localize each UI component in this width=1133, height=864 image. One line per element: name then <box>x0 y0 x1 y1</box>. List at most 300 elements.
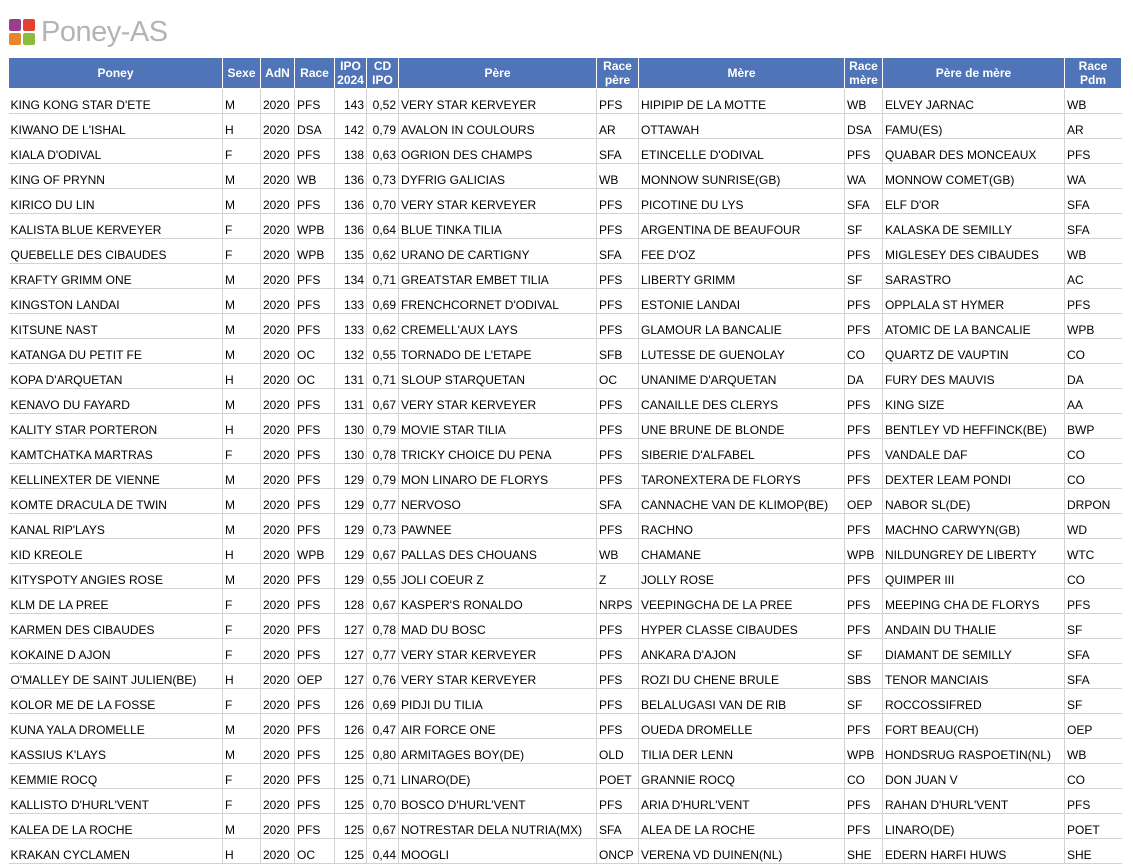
cell-cd: 0,70 <box>367 789 399 814</box>
cell-poney: KIALA D'ODIVAL <box>9 139 223 164</box>
cell-race-pere: OC <box>597 364 639 389</box>
cell-poney: KOKAINE D AJON <box>9 639 223 664</box>
cell-pere: GREATSTAR EMBET TILIA <box>399 264 597 289</box>
col-header-poney[interactable]: Poney <box>9 58 223 89</box>
cell-race-pere: SFA <box>597 239 639 264</box>
cell-adn: 2020 <box>261 139 295 164</box>
cell-pere-de-mere: VANDALE DAF <box>883 439 1065 464</box>
cell-mere: VERENA VD DUINEN(NL) <box>639 839 845 864</box>
cell-race-mere: PFS <box>845 464 883 489</box>
cell-cd: 0,67 <box>367 814 399 839</box>
cell-adn: 2020 <box>261 539 295 564</box>
table-row[interactable] <box>9 614 1122 639</box>
cell-poney: QUEBELLE DES CIBAUDES <box>9 239 223 264</box>
cell-pere-de-mere: DEXTER LEAM PONDI <box>883 464 1065 489</box>
cell-mere: ESTONIE LANDAI <box>639 289 845 314</box>
cell-race-pere: PFS <box>597 789 639 814</box>
cell-race-pere: WB <box>597 539 639 564</box>
cell-mere: OUEDA DROMELLE <box>639 714 845 739</box>
cell-ipo: 134 <box>335 264 367 289</box>
cell-pere: NERVOSO <box>399 489 597 514</box>
cell-pere: MOOGLI <box>399 839 597 864</box>
cell-pere: PALLAS DES CHOUANS <box>399 539 597 564</box>
cell-race-pdm: CO <box>1065 339 1122 364</box>
cell-mere: RACHNO <box>639 514 845 539</box>
cell-pere-de-mere: QUARTZ DE VAUPTIN <box>883 339 1065 364</box>
cell-pere: VERY STAR KERVEYER <box>399 664 597 689</box>
cell-race-pdm: SFA <box>1065 639 1122 664</box>
cell-cd: 0,79 <box>367 464 399 489</box>
cell-race: PFS <box>295 514 335 539</box>
cell-adn: 2020 <box>261 364 295 389</box>
cell-pere-de-mere: NABOR SL(DE) <box>883 489 1065 514</box>
cell-pere: MOVIE STAR TILIA <box>399 414 597 439</box>
table-row[interactable] <box>9 539 1122 564</box>
table-row[interactable] <box>9 89 1122 114</box>
cell-adn: 2020 <box>261 414 295 439</box>
cell-mere: GRANNIE ROCQ <box>639 764 845 789</box>
cell-race-pdm: PFS <box>1065 289 1122 314</box>
cell-sexe: M <box>223 339 261 364</box>
cell-race: PFS <box>295 639 335 664</box>
col-header-race[interactable]: Race <box>295 58 335 89</box>
cell-mere: FEE D'OZ <box>639 239 845 264</box>
cell-adn: 2020 <box>261 839 295 864</box>
table-row[interactable] <box>9 264 1122 289</box>
cell-ipo: 131 <box>335 364 367 389</box>
cell-pere: AVALON IN COULOURS <box>399 114 597 139</box>
cell-sexe: H <box>223 664 261 689</box>
table-row[interactable] <box>9 439 1122 464</box>
cell-race-pere: PFS <box>597 439 639 464</box>
cell-sexe: H <box>223 114 261 139</box>
cell-race-pere: PFS <box>597 664 639 689</box>
cell-cd: 0,63 <box>367 139 399 164</box>
cell-sexe: M <box>223 464 261 489</box>
table-row[interactable] <box>9 789 1122 814</box>
table-row[interactable] <box>9 214 1122 239</box>
table-row[interactable] <box>9 389 1122 414</box>
cell-sexe: F <box>223 614 261 639</box>
col-header-pere-de-mere[interactable]: Père de mère <box>883 58 1065 89</box>
col-header-race-mere[interactable]: Race mère <box>845 58 883 89</box>
cell-race: WB <box>295 164 335 189</box>
cell-pere: MON LINARO DE FLORYS <box>399 464 597 489</box>
cell-race: PFS <box>295 314 335 339</box>
cell-ipo: 125 <box>335 839 367 864</box>
cell-cd: 0,67 <box>367 389 399 414</box>
cell-pere-de-mere: LINARO(DE) <box>883 814 1065 839</box>
cell-adn: 2020 <box>261 214 295 239</box>
cell-adn: 2020 <box>261 164 295 189</box>
cell-race-pere: PFS <box>597 464 639 489</box>
cell-cd: 0,73 <box>367 514 399 539</box>
cell-mere: GLAMOUR LA BANCALIE <box>639 314 845 339</box>
cell-poney: KAMTCHATKA MARTRAS <box>9 439 223 464</box>
table-row[interactable] <box>9 414 1122 439</box>
cell-poney: KOLOR ME DE LA FOSSE <box>9 689 223 714</box>
cell-ipo: 136 <box>335 214 367 239</box>
cell-race-mere: PFS <box>845 814 883 839</box>
cell-cd: 0,80 <box>367 739 399 764</box>
table-row[interactable] <box>9 464 1122 489</box>
cell-sexe: M <box>223 489 261 514</box>
cell-cd: 0,55 <box>367 564 399 589</box>
brand-header <box>9 14 168 50</box>
cell-adn: 2020 <box>261 564 295 589</box>
cell-race-pdm: POET <box>1065 814 1122 839</box>
cell-sexe: F <box>223 239 261 264</box>
cell-race-mere: PFS <box>845 439 883 464</box>
cell-race: PFS <box>295 589 335 614</box>
col-header-pere[interactable]: Père <box>399 58 597 89</box>
table-row[interactable] <box>9 639 1122 664</box>
cell-sexe: F <box>223 439 261 464</box>
col-header-adn[interactable]: AdN <box>261 58 295 89</box>
cell-race-pere: PFS <box>597 689 639 714</box>
cell-race-pdm: SF <box>1065 614 1122 639</box>
cell-race-pere: POET <box>597 764 639 789</box>
cell-race-pdm: CO <box>1065 564 1122 589</box>
cell-cd: 0,69 <box>367 289 399 314</box>
cell-mere: ALEA DE LA ROCHE <box>639 814 845 839</box>
cell-sexe: M <box>223 739 261 764</box>
cell-ipo: 143 <box>335 89 367 114</box>
cell-pere: SLOUP STARQUETAN <box>399 364 597 389</box>
cell-race-pdm: WB <box>1065 739 1122 764</box>
cell-race: PFS <box>295 414 335 439</box>
cell-race-mere: PFS <box>845 289 883 314</box>
cell-race-pere: PFS <box>597 89 639 114</box>
table-row[interactable] <box>9 764 1122 789</box>
cell-race-pdm: DRPON <box>1065 489 1122 514</box>
cell-mere: OTTAWAH <box>639 114 845 139</box>
cell-adn: 2020 <box>261 789 295 814</box>
cell-ipo: 125 <box>335 814 367 839</box>
cell-cd: 0,71 <box>367 364 399 389</box>
cell-race-pdm: WTC <box>1065 539 1122 564</box>
cell-race-pdm: DA <box>1065 364 1122 389</box>
cell-race-pdm: WA <box>1065 164 1122 189</box>
cell-race-mere: PFS <box>845 389 883 414</box>
cell-ipo: 135 <box>335 239 367 264</box>
cell-cd: 0,62 <box>367 239 399 264</box>
cell-cd: 0,62 <box>367 314 399 339</box>
cell-mere: LUTESSE DE GUENOLAY <box>639 339 845 364</box>
cell-race-mere: PFS <box>845 239 883 264</box>
cell-race-mere: SBS <box>845 664 883 689</box>
cell-poney: KENAVO DU FAYARD <box>9 389 223 414</box>
cell-poney: KLM DE LA PREE <box>9 589 223 614</box>
cell-cd: 0,70 <box>367 189 399 214</box>
table-row[interactable] <box>9 114 1122 139</box>
cell-pere: KASPER'S RONALDO <box>399 589 597 614</box>
cell-cd: 0,79 <box>367 414 399 439</box>
cell-race-pere: PFS <box>597 514 639 539</box>
cell-poney: KATANGA DU PETIT FE <box>9 339 223 364</box>
table-row[interactable] <box>9 314 1122 339</box>
table-row[interactable] <box>9 339 1122 364</box>
cell-cd: 0,73 <box>367 164 399 189</box>
table-row[interactable] <box>9 839 1122 864</box>
cell-sexe: H <box>223 364 261 389</box>
cell-race-pere: NRPS <box>597 589 639 614</box>
table-row[interactable] <box>9 689 1122 714</box>
cell-mere: UNE BRUNE DE BLONDE <box>639 414 845 439</box>
table-row[interactable] <box>9 514 1122 539</box>
table-row[interactable] <box>9 739 1122 764</box>
cell-ipo: 133 <box>335 314 367 339</box>
cell-mere: TARONEXTERA DE FLORYS <box>639 464 845 489</box>
cell-sexe: M <box>223 164 261 189</box>
cell-poney: KEMMIE ROCQ <box>9 764 223 789</box>
cell-pere-de-mere: TENOR MANCIAIS <box>883 664 1065 689</box>
cell-race-pdm: AR <box>1065 114 1122 139</box>
cell-adn: 2020 <box>261 514 295 539</box>
cell-mere: ROZI DU CHENE BRULE <box>639 664 845 689</box>
cell-adn: 2020 <box>261 689 295 714</box>
cell-pere-de-mere: EDERN HARFI HUWS <box>883 839 1065 864</box>
cell-sexe: F <box>223 214 261 239</box>
cell-race-pere: PFS <box>597 264 639 289</box>
cell-mere: JOLLY ROSE <box>639 564 845 589</box>
cell-pere: PAWNEE <box>399 514 597 539</box>
cell-race: OC <box>295 339 335 364</box>
cell-adn: 2020 <box>261 114 295 139</box>
cell-adn: 2020 <box>261 339 295 364</box>
cell-mere: TILIA DER LENN <box>639 739 845 764</box>
table-row[interactable] <box>9 564 1122 589</box>
cell-race-mere: SFA <box>845 189 883 214</box>
cell-race: PFS <box>295 439 335 464</box>
col-header-race-pere[interactable]: Race père <box>597 58 639 89</box>
cell-poney: KITSUNE NAST <box>9 314 223 339</box>
cell-race-mere: PFS <box>845 414 883 439</box>
cell-poney: KRAFTY GRIMM ONE <box>9 264 223 289</box>
table-row[interactable] <box>9 364 1122 389</box>
cell-race: PFS <box>295 489 335 514</box>
cell-mere: CANNACHE VAN DE KLIMOP(BE) <box>639 489 845 514</box>
cell-race-pere: PFS <box>597 614 639 639</box>
col-header-mere[interactable]: Mère <box>639 58 845 89</box>
cell-race-pere: SFA <box>597 139 639 164</box>
cell-race-mere: SF <box>845 214 883 239</box>
cell-mere: HYPER CLASSE CIBAUDES <box>639 614 845 639</box>
cell-poney: KITYSPOTY ANGIES ROSE <box>9 564 223 589</box>
cell-race-pdm: CO <box>1065 464 1122 489</box>
cell-cd: 0,78 <box>367 439 399 464</box>
cell-poney: KALEA DE LA ROCHE <box>9 814 223 839</box>
cell-race: PFS <box>295 814 335 839</box>
cell-pere: ARMITAGES BOY(DE) <box>399 739 597 764</box>
table-row[interactable] <box>9 814 1122 839</box>
col-header-sexe[interactable]: Sexe <box>223 58 261 89</box>
cell-race-pere: PFS <box>597 389 639 414</box>
cell-pere: TORNADO DE L'ETAPE <box>399 339 597 364</box>
cell-race: OEP <box>295 664 335 689</box>
cell-race-pere: AR <box>597 114 639 139</box>
cell-adn: 2020 <box>261 264 295 289</box>
cell-race-pdm: CO <box>1065 764 1122 789</box>
cell-sexe: M <box>223 564 261 589</box>
cell-sexe: M <box>223 189 261 214</box>
cell-ipo: 128 <box>335 589 367 614</box>
cell-poney: KOMTE DRACULA DE TWIN <box>9 489 223 514</box>
table-row[interactable] <box>9 189 1122 214</box>
cell-poney: KING KONG STAR D'ETE <box>9 89 223 114</box>
cell-pere-de-mere: HONDSRUG RASPOETIN(NL) <box>883 739 1065 764</box>
cell-pere-de-mere: MONNOW COMET(GB) <box>883 164 1065 189</box>
cell-race-mere: PFS <box>845 564 883 589</box>
cell-adn: 2020 <box>261 389 295 414</box>
cell-race-pere: SFA <box>597 489 639 514</box>
table-row[interactable] <box>9 589 1122 614</box>
cell-race-mere: WPB <box>845 539 883 564</box>
cell-pere-de-mere: QUIMPER III <box>883 564 1065 589</box>
cell-ipo: 125 <box>335 739 367 764</box>
cell-race-pere: PFS <box>597 189 639 214</box>
cell-ipo: 129 <box>335 464 367 489</box>
cell-race-pdm: CO <box>1065 439 1122 464</box>
cell-pere: FRENCHCORNET D'ODIVAL <box>399 289 597 314</box>
cell-sexe: H <box>223 539 261 564</box>
cell-cd: 0,47 <box>367 714 399 739</box>
cell-pere: OGRION DES CHAMPS <box>399 139 597 164</box>
cell-pere-de-mere: MIGLESEY DES CIBAUDES <box>883 239 1065 264</box>
cell-poney: KINGSTON LANDAI <box>9 289 223 314</box>
cell-sexe: M <box>223 714 261 739</box>
cell-race-mere: PFS <box>845 314 883 339</box>
cell-race-pdm: AA <box>1065 389 1122 414</box>
cell-pere-de-mere: FURY DES MAUVIS <box>883 364 1065 389</box>
cell-race-pdm: WD <box>1065 514 1122 539</box>
cell-race-pdm: SFA <box>1065 664 1122 689</box>
cell-sexe: H <box>223 839 261 864</box>
cell-pere-de-mere: OPPLALA ST HYMER <box>883 289 1065 314</box>
cell-adn: 2020 <box>261 589 295 614</box>
cell-ipo: 125 <box>335 789 367 814</box>
table-row[interactable] <box>9 164 1122 189</box>
cell-sexe: M <box>223 514 261 539</box>
cell-poney: KIRICO DU LIN <box>9 189 223 214</box>
cell-race-pdm: BWP <box>1065 414 1122 439</box>
table-row[interactable] <box>9 139 1122 164</box>
cell-mere: ETINCELLE D'ODIVAL <box>639 139 845 164</box>
cell-race-pere: SFA <box>597 814 639 839</box>
cell-race-pere: PFS <box>597 714 639 739</box>
cell-cd: 0,79 <box>367 114 399 139</box>
col-header-ipo[interactable]: IPO 2024 <box>335 58 367 89</box>
cell-poney: KRAKAN CYCLAMEN <box>9 839 223 864</box>
logo-icon <box>9 19 35 45</box>
cell-race-pdm: SFA <box>1065 189 1122 214</box>
table-row[interactable] <box>9 239 1122 264</box>
cell-sexe: H <box>223 414 261 439</box>
cell-pere: VERY STAR KERVEYER <box>399 389 597 414</box>
cell-race-pdm: WPB <box>1065 314 1122 339</box>
table-row[interactable] <box>9 664 1122 689</box>
cell-pere-de-mere: MEEPING CHA DE FLORYS <box>883 589 1065 614</box>
cell-cd: 0,77 <box>367 639 399 664</box>
cell-ipo: 129 <box>335 539 367 564</box>
col-header-cd[interactable]: CD IPO <box>367 58 399 89</box>
cell-sexe: M <box>223 289 261 314</box>
cell-pere-de-mere: SARASTRO <box>883 264 1065 289</box>
cell-mere: CHAMANE <box>639 539 845 564</box>
cell-poney: KALLISTO D'HURL'VENT <box>9 789 223 814</box>
cell-ipo: 138 <box>335 139 367 164</box>
cell-pere: URANO DE CARTIGNY <box>399 239 597 264</box>
cell-cd: 0,64 <box>367 214 399 239</box>
cell-race-pdm: WB <box>1065 89 1122 114</box>
cell-sexe: F <box>223 639 261 664</box>
cell-poney: O'MALLEY DE SAINT JULIEN(BE) <box>9 664 223 689</box>
cell-race-pere: OLD <box>597 739 639 764</box>
cell-race-mere: SF <box>845 264 883 289</box>
cell-sexe: F <box>223 139 261 164</box>
cell-sexe: M <box>223 264 261 289</box>
cell-race-mere: WB <box>845 89 883 114</box>
cell-race: DSA <box>295 114 335 139</box>
cell-race-pdm: SF <box>1065 689 1122 714</box>
cell-sexe: M <box>223 814 261 839</box>
cell-race-mere: WA <box>845 164 883 189</box>
cell-pere: CREMELL'AUX LAYS <box>399 314 597 339</box>
cell-cd: 0,67 <box>367 539 399 564</box>
cell-race-pdm: PFS <box>1065 589 1122 614</box>
cell-poney: KOPA D'ARQUETAN <box>9 364 223 389</box>
cell-poney: KASSIUS K'LAYS <box>9 739 223 764</box>
cell-pere: PIDJI DU TILIA <box>399 689 597 714</box>
cell-race: PFS <box>295 564 335 589</box>
cell-race: PFS <box>295 289 335 314</box>
table-header-row <box>9 58 1122 89</box>
cell-poney: KANAL RIP'LAYS <box>9 514 223 539</box>
cell-mere: ARIA D'HURL'VENT <box>639 789 845 814</box>
cell-race-mere: DA <box>845 364 883 389</box>
cell-adn: 2020 <box>261 714 295 739</box>
cell-ipo: 127 <box>335 639 367 664</box>
cell-race-pere: SFB <box>597 339 639 364</box>
cell-pere: JOLI COEUR Z <box>399 564 597 589</box>
cell-race: PFS <box>295 464 335 489</box>
table-row[interactable] <box>9 289 1122 314</box>
cell-race-mere: WPB <box>845 739 883 764</box>
col-header-race-pdm[interactable]: Race Pdm <box>1065 58 1122 89</box>
cell-mere: CANAILLE DES CLERYS <box>639 389 845 414</box>
cell-race-mere: PFS <box>845 514 883 539</box>
cell-race-pere: WB <box>597 164 639 189</box>
cell-pere-de-mere: NILDUNGREY DE LIBERTY <box>883 539 1065 564</box>
cell-cd: 0,77 <box>367 489 399 514</box>
cell-ipo: 142 <box>335 114 367 139</box>
table-row[interactable] <box>9 489 1122 514</box>
cell-pere-de-mere: KING SIZE <box>883 389 1065 414</box>
brand-name: Poney-AS <box>41 15 168 48</box>
cell-race-pere: PFS <box>597 639 639 664</box>
cell-cd: 0,76 <box>367 664 399 689</box>
cell-race-pdm: SFA <box>1065 214 1122 239</box>
cell-race-mere: CO <box>845 764 883 789</box>
cell-adn: 2020 <box>261 439 295 464</box>
cell-race: PFS <box>295 764 335 789</box>
cell-race-mere: SHE <box>845 839 883 864</box>
cell-adn: 2020 <box>261 664 295 689</box>
table-row[interactable] <box>9 714 1122 739</box>
cell-pere: BLUE TINKA TILIA <box>399 214 597 239</box>
cell-adn: 2020 <box>261 189 295 214</box>
cell-ipo: 131 <box>335 389 367 414</box>
